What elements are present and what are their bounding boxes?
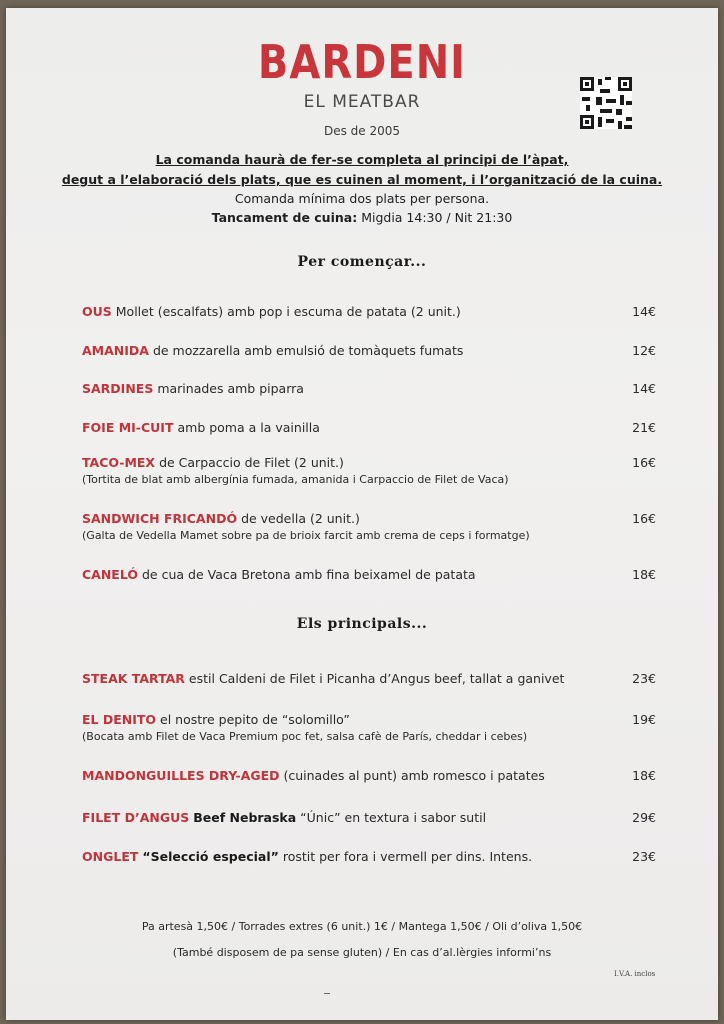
item-name: MANDONGUILLES DRY-AGED — [82, 768, 280, 783]
qr-code-icon[interactable] — [580, 77, 632, 129]
item-name: FILET D’ANGUS — [82, 810, 190, 825]
item-price: 29€ — [632, 810, 656, 825]
item-price: 21€ — [632, 420, 656, 435]
menu-item — [82, 712, 662, 743]
item-highlight: Beef Nebraska — [193, 810, 297, 825]
menu-item — [82, 567, 662, 582]
footer-extras: Pa artesà 1,50€ / Torrades extres (6 unit.) 1€ / Mantega 1,50€ / Oli d’oliva 1,50€ — [141, 920, 583, 933]
menu-item — [82, 810, 662, 825]
menu-item — [82, 849, 662, 864]
item-desc: rostit per fora i vermell per dins. Intens. — [282, 849, 533, 864]
item-desc: de mozzarella amb emulsió de tomàquets fumats — [152, 343, 464, 358]
menu-item — [82, 420, 662, 435]
item-price: 18€ — [632, 768, 656, 783]
menu-item — [82, 768, 662, 783]
section-title-starters: Per començar... — [297, 254, 427, 270]
item-price: 23€ — [632, 849, 656, 864]
item-name: OUS — [82, 304, 112, 319]
vat-note: I.V.A. inclos — [614, 970, 656, 978]
item-desc: de cua de Vaca Bretona amb fina beixamel de patata — [141, 567, 476, 582]
notice-line-2: degut a l’elaboració dels plats, que es cuinen al moment, i l’organització de la cuina. — [61, 172, 663, 187]
item-desc: marinades amb piparra — [157, 381, 304, 396]
menu-item — [82, 455, 662, 486]
menu-item — [82, 381, 662, 396]
item-desc: “Únic” en textura i sabor sutil — [300, 810, 487, 825]
menu-item — [82, 343, 662, 358]
brand-subtitle: EL MEATBAR — [303, 92, 421, 112]
item-name: CANELÓ — [82, 567, 138, 582]
item-desc: el nostre pepito de “solomillo” — [160, 712, 350, 727]
item-desc: estil Caldeni de Filet i Picanha d’Angus beef, tallat a ganivet — [188, 671, 565, 686]
item-detail: (Galta de Vedella Mamet sobre pa de brioix farcit amb crema de ceps i formatge) — [82, 529, 530, 542]
item-detail: (Tortita de blat amb albergínia fumada, amanida i Carpaccio de Filet de Vaca) — [82, 473, 509, 486]
item-price: 16€ — [632, 511, 656, 526]
item-name: SANDWICH FRICANDÓ — [82, 511, 238, 526]
item-detail: (Bocata amb Filet de Vaca Premium poc fet, salsa cafè de París, cheddar i cebes) — [82, 730, 528, 743]
section-title-mains: Els principals... — [296, 616, 428, 632]
item-desc: amb poma a la vainilla — [177, 420, 320, 435]
item-price: 23€ — [632, 671, 656, 686]
kitchen-closing — [0, 210, 724, 225]
footer-allergies: (També disposem de pa sense gluten) / En cas d’al.lèrgies informi’ns — [172, 946, 552, 959]
item-price: 19€ — [632, 712, 656, 727]
item-highlight: “Selecció especial” — [142, 849, 279, 864]
item-desc: de Carpaccio de Filet (2 unit.) — [159, 455, 344, 470]
notice-line-3: Comanda mínima dos plats per persona. — [234, 191, 490, 206]
since-year: Des de 2005 — [323, 124, 401, 138]
item-name: TACO-MEX — [82, 455, 156, 470]
kitchen-closing-label: Tancament de cuina: — [211, 210, 358, 225]
menu-item — [82, 511, 662, 542]
item-name: ONGLET — [82, 849, 139, 864]
item-desc: de vedella (2 unit.) — [241, 511, 360, 526]
item-price: 18€ — [632, 567, 656, 582]
item-desc: Mollet (escalfats) amb pop i escuma de patata (2 unit.) — [115, 304, 461, 319]
item-name: AMANIDA — [82, 343, 149, 358]
notice-line-1: La comanda haurà de fer-se completa al principi de l’àpat, — [155, 152, 569, 167]
item-price: 14€ — [632, 381, 656, 396]
item-name: SARDINES — [82, 381, 154, 396]
brand-logo: BARDENI — [257, 36, 467, 90]
item-price: 12€ — [632, 343, 656, 358]
item-desc: (cuinades al punt) amb romesco i patates — [283, 768, 545, 783]
item-price: 14€ — [632, 304, 656, 319]
item-name: STEAK TARTAR — [82, 671, 185, 686]
divider — [324, 993, 330, 994]
menu-item — [82, 671, 662, 686]
item-name: EL DENITO — [82, 712, 157, 727]
item-name: FOIE MI-CUIT — [82, 420, 174, 435]
kitchen-closing-hours: Migdia 14:30 / Nit 21:30 — [361, 210, 513, 225]
item-price: 16€ — [632, 455, 656, 470]
menu-item — [82, 304, 662, 319]
